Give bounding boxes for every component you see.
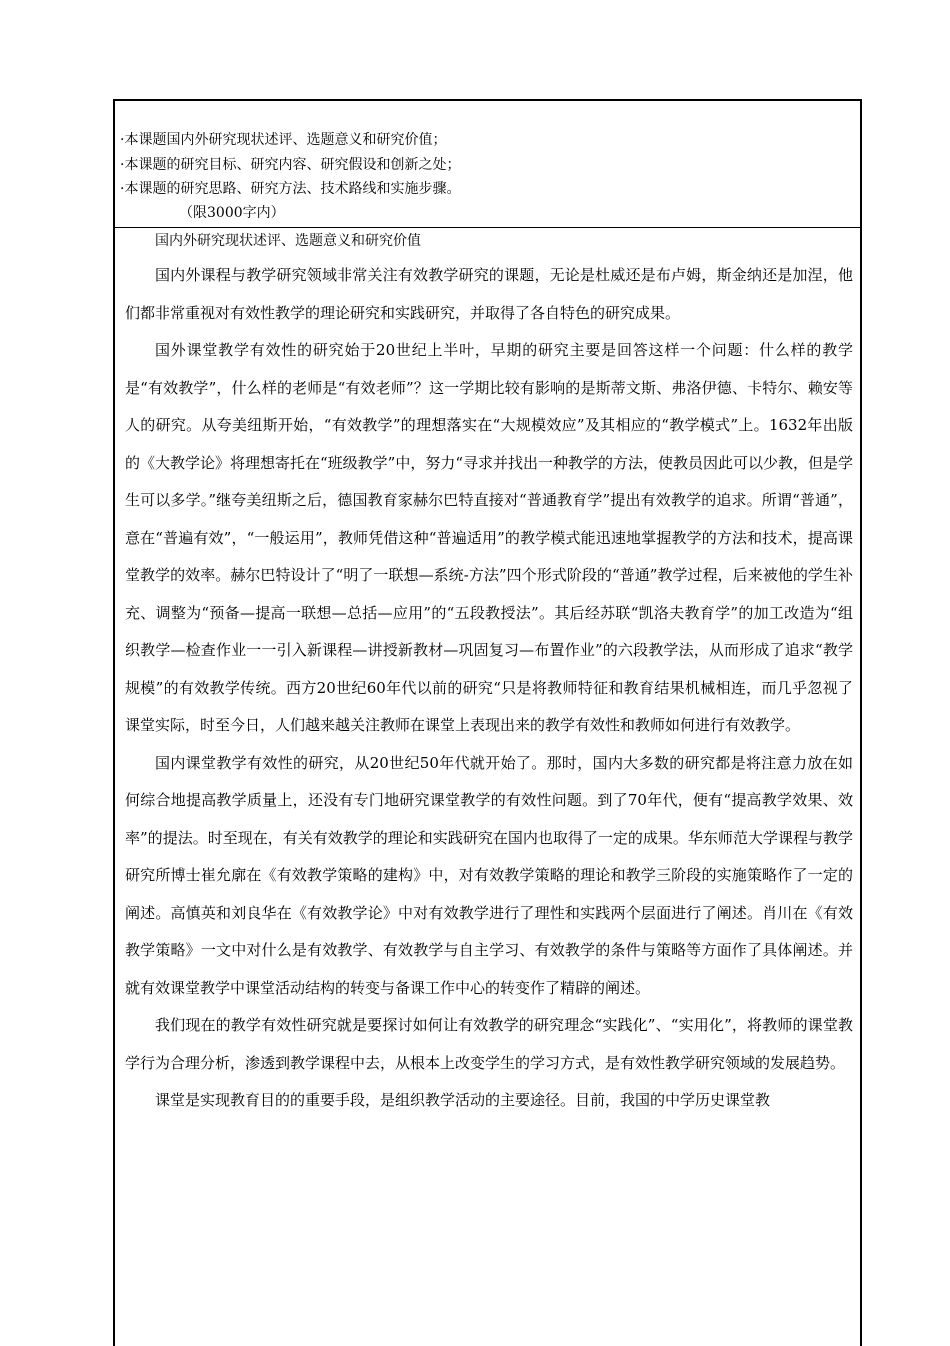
section-subtitle: 国内外研究现状述评、选题意义和研究价值 bbox=[155, 233, 421, 249]
instruction-item: ·本课题国内外研究现状述评、选题意义和研究价值； bbox=[120, 132, 447, 148]
paragraph: 国内外课程与教学研究领域非常关注有效教学研究的课题，无论是杜威还是布卢姆，斯金纳还是加涅，他们都非常重视对有效性教学的理论研究和实践研究，并取得了各自特色的研究成果。 bbox=[125, 266, 853, 322]
paragraph: 国内课堂教学有效性的研究，从20世纪50年代就开始了。那时，国内大多数的研究都是将注意力放在如何综合地提高教学质量上，还没有专门地研究课堂教学的有效性问题。到了70年代，便有“提高教学效果、效率”的提法。时至现在，有关有效教学的理论和实践研究在国内也取得了一定的成果。华东师范大学课程与教学研究所博士崔允廓在《有效教学策略的建构》中，对有效教学策略的理论和教学三阶段的实施策略作了一定的阐述。高慎英和刘良华在《有效教学论》中对有效教学进行了理性和实践两个层面进行了阐述。肖川在《有效教学策略》一文中对什么是有效教学、有效教学与自主学习、有效教学的条件与策略等方面作了具体阐述。并就有效课堂教学中课堂活动结构的转变与备课工作中心的转变作了精辟的阐述。 bbox=[125, 753, 853, 997]
word-limit-note: （限3000字内） bbox=[179, 205, 285, 221]
form-table bbox=[113, 99, 862, 1346]
instructions-cell bbox=[115, 101, 860, 228]
paragraph: 我们现在的教学有效性研究就是要探讨如何让有效教学的研究理念“实践化”、“实用化”，将教师的课堂教学行为合理分析，渗透到教学课程中去，从根本上改变学生的学习方式，是有效性教学研究领域的发展趋势。 bbox=[125, 1016, 853, 1072]
paragraph: 国外课堂教学有效性的研究始于20世纪上半叶，早期的研究主要是回答这样一个问题：什么样的教学是“有效教学”，什么样的老师是“有效老师”？这一学期比较有影响的是斯蒂文斯、弗洛伊德、卡特尔、赖安等人的研究。从夸美纽斯开始，“有效教学”的理想落实在“大规模效应”及其相应的“教学模式”上。1632年出版的《大教学论》将理想寄托在“班级教学”中，努力“寻求并找出一种教学的方法，使教员因此可以少教，但是学生可以多学。”继夸美纽斯之后，德国教育家赫尔巴特直接对“普通教育学”提出有效教学的追求。所谓“普通”，意在“普遍有效”，“一般运用”，教师凭借这种“普遍适用”的教学模式能迅速地掌握教学的方法和技术，提高课堂教学的效率。赫尔巴特设计了“明了一联想—系统-方法”四个形式阶段的“普通”教学过程，后来被他的学生补充、调整为“预备—提高一联想—总括—应用”的“五段教授法”。其后经苏联“凯洛夫教育学”的加工改造为“组织教学—检查作业一一引入新课程—讲授新教材—巩固复习—布置作业”的六段教学法，从而形成了追求“教学规模”的有效教学传统。西方20世纪60年代以前的研究“只是将教师特征和教育结果机械相连，而几乎忽视了课堂实际，时至今日，人们越来越关注教师在课堂上表现出来的教学有效性和教师如何进行有效教学。 bbox=[125, 341, 854, 734]
instruction-item: ·本课题的研究思路、研究方法、技术路线和实施步骤。 bbox=[120, 181, 461, 197]
content-cell bbox=[125, 231, 853, 1120]
paragraph: 课堂是实现教育目的的重要手段，是组织教学活动的主要途径。目前，我国的中学历史课堂教 bbox=[155, 1091, 771, 1109]
instruction-item: ·本课题的研究目标、研究内容、研究假设和创新之处； bbox=[120, 157, 461, 173]
